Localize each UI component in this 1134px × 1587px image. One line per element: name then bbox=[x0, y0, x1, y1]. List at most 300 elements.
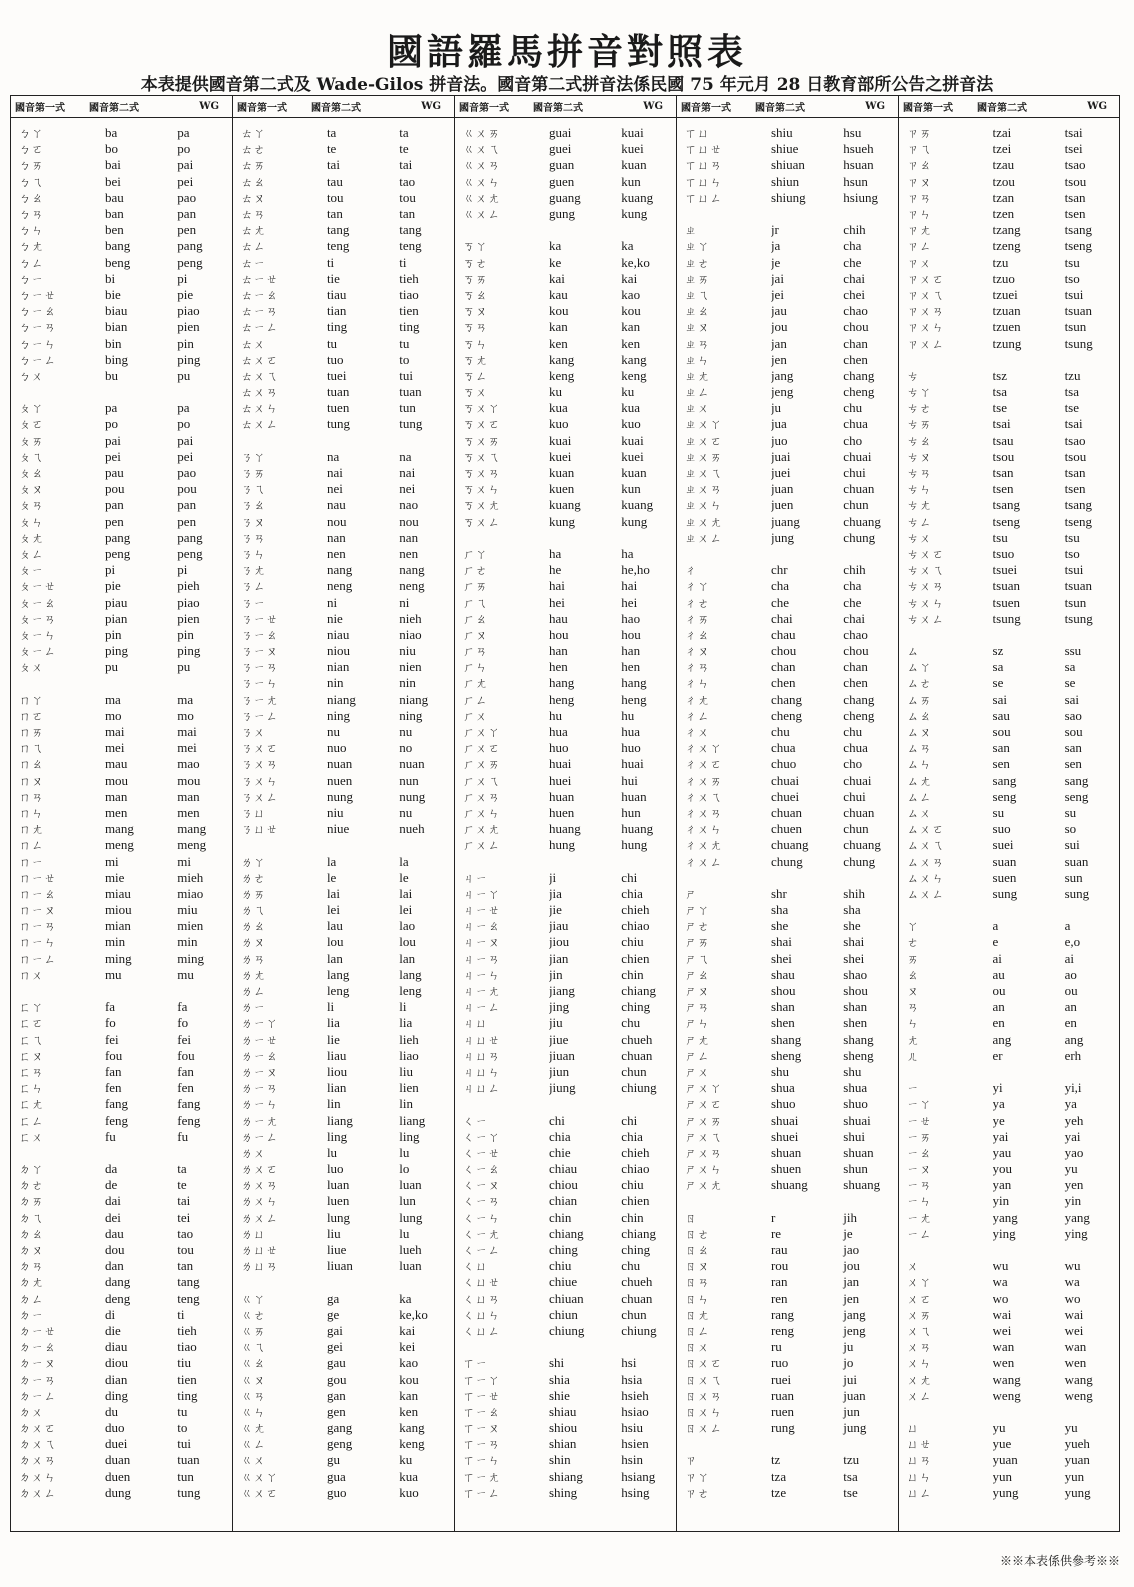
table-row bbox=[233, 1258, 454, 1274]
zhuyin-cell: ㄈㄡ bbox=[19, 1048, 44, 1063]
wg-cell: ming bbox=[177, 950, 205, 966]
wg-cell: jo bbox=[843, 1355, 854, 1371]
wg-cell: lung bbox=[399, 1209, 423, 1225]
wg-cell: lo bbox=[399, 1161, 410, 1177]
mps2-cell: pu bbox=[104, 659, 118, 675]
wg-cell: tseng bbox=[1064, 238, 1093, 254]
mps2-cell: tiau bbox=[326, 286, 347, 302]
zhuyin-cell: ㄍㄨㄟ bbox=[463, 142, 501, 157]
table-row bbox=[11, 1096, 232, 1112]
header-mps2: 國音第二式 bbox=[311, 103, 361, 114]
table-row bbox=[455, 1452, 676, 1468]
wg-cell: ke,ko bbox=[399, 1306, 428, 1322]
table-row bbox=[233, 125, 454, 141]
mps2-cell: sz bbox=[992, 643, 1004, 659]
mps2-cell: shuei bbox=[770, 1128, 799, 1144]
zhuyin-cell: ㄔㄞ bbox=[685, 611, 710, 626]
zhuyin-cell: ㄐㄧㄢ bbox=[463, 951, 501, 966]
mps2-cell: ke bbox=[548, 254, 562, 270]
wg-cell: tsui bbox=[1064, 562, 1084, 578]
wg-cell: sen bbox=[1064, 756, 1082, 772]
mps2-cell: lau bbox=[326, 918, 343, 934]
table-row bbox=[233, 773, 454, 789]
wg-cell: chieh bbox=[621, 1144, 650, 1160]
mps2-cell: chia bbox=[548, 1128, 571, 1144]
mps2-cell: pian bbox=[104, 610, 128, 626]
table-row bbox=[677, 675, 898, 691]
table-row bbox=[455, 562, 676, 578]
table-row bbox=[899, 530, 1119, 546]
table-row bbox=[11, 1161, 232, 1177]
table-row bbox=[899, 157, 1119, 173]
zhuyin-cell: ㄌㄧㄚ bbox=[241, 1016, 279, 1031]
zhuyin-cell: ㄋㄢ bbox=[241, 530, 266, 545]
table-row bbox=[455, 141, 676, 157]
zhuyin-cell: ㄖㄨㄥ bbox=[685, 1421, 723, 1436]
table-row bbox=[455, 1177, 676, 1193]
wg-cell: fang bbox=[177, 1096, 201, 1112]
wg-cell: liu bbox=[399, 1063, 414, 1079]
table-row bbox=[11, 675, 232, 691]
wg-cell: kou bbox=[399, 1371, 419, 1387]
mps2-cell: men bbox=[104, 804, 128, 820]
table-row bbox=[455, 449, 676, 465]
table-row bbox=[677, 271, 898, 287]
zhuyin-cell: ㄏㄨㄞ bbox=[463, 757, 501, 772]
wg-cell: shei bbox=[843, 950, 865, 966]
table-row bbox=[11, 141, 232, 157]
zhuyin-cell: ㄖㄨㄣ bbox=[685, 1404, 723, 1419]
wg-cell: pien bbox=[177, 610, 200, 626]
table-row bbox=[11, 271, 232, 287]
mps2-cell: gai bbox=[326, 1322, 343, 1338]
mps2-cell: jung bbox=[770, 529, 795, 545]
mps2-cell: huai bbox=[548, 756, 572, 772]
zhuyin-cell: ㄉㄨㄥ bbox=[19, 1485, 57, 1500]
zhuyin-cell: ㄗㄠ bbox=[907, 158, 932, 173]
wg-cell: sou bbox=[1064, 724, 1083, 740]
mps2-cell: jie bbox=[548, 902, 562, 918]
mps2-cell: guan bbox=[548, 157, 575, 173]
header-mps2: 國音第二式 bbox=[755, 103, 805, 114]
mps2-cell: tzuei bbox=[992, 286, 1018, 302]
table-row bbox=[899, 514, 1119, 530]
zhuyin-cell: ㄒㄧ bbox=[463, 1356, 488, 1371]
wg-cell: chen bbox=[843, 675, 868, 691]
zhuyin-cell: ㄉㄧㄡ bbox=[19, 1356, 57, 1371]
mps2-cell: tseng bbox=[992, 513, 1020, 529]
table-row bbox=[233, 1323, 454, 1339]
mps2-cell: guai bbox=[548, 125, 572, 141]
wg-cell: tung bbox=[177, 1484, 201, 1500]
mps2-cell: po bbox=[104, 416, 118, 432]
mps2-cell: hau bbox=[548, 610, 568, 626]
wg-cell: chiu bbox=[621, 1177, 644, 1193]
wg-cell: kua bbox=[399, 1468, 419, 1484]
wg-cell: lun bbox=[399, 1193, 416, 1209]
mps2-cell: yin bbox=[992, 1193, 1010, 1209]
zhuyin-cell: ㄈㄚ bbox=[19, 1000, 44, 1015]
table-row bbox=[455, 724, 676, 740]
mps2-cell: kuei bbox=[548, 448, 572, 464]
mps2-cell: gei bbox=[326, 1339, 343, 1355]
wg-cell: fu bbox=[177, 1128, 189, 1144]
zhuyin-cell: ㄗㄜ bbox=[685, 1485, 710, 1500]
wg-cell: seng bbox=[1064, 788, 1089, 804]
zhuyin-cell: ㄔㄠ bbox=[685, 627, 710, 642]
table-row bbox=[455, 675, 676, 691]
mps2-cell: su bbox=[992, 804, 1005, 820]
zhuyin-cell: ㄋㄥ bbox=[241, 579, 266, 594]
mps2-cell: shiau bbox=[548, 1403, 577, 1419]
table-row bbox=[11, 740, 232, 756]
zhuyin-cell: ㄌㄨ bbox=[241, 1145, 266, 1160]
table-row bbox=[11, 1177, 232, 1193]
mps2-cell: keng bbox=[548, 367, 575, 383]
table-row bbox=[455, 659, 676, 675]
mps2-cell: wen bbox=[992, 1355, 1015, 1371]
wg-cell: e,o bbox=[1064, 934, 1081, 950]
mps2-cell: tzai bbox=[992, 125, 1012, 141]
wg-cell: ka bbox=[399, 1290, 412, 1306]
table-row bbox=[677, 999, 898, 1015]
mps2-cell: chai bbox=[770, 610, 793, 626]
mps2-cell: wu bbox=[992, 1258, 1009, 1274]
wg-cell: hung bbox=[621, 837, 648, 853]
table-row bbox=[455, 1161, 676, 1177]
wg-cell: pi bbox=[177, 562, 188, 578]
wg-cell: nen bbox=[399, 545, 419, 561]
wg-cell: niu bbox=[399, 643, 416, 659]
mps2-cell: shin bbox=[548, 1452, 571, 1468]
table-row bbox=[455, 1242, 676, 1258]
wg-cell: chuai bbox=[843, 772, 872, 788]
table-row bbox=[677, 692, 898, 708]
table-row bbox=[677, 918, 898, 934]
mps2-cell: tai bbox=[326, 157, 340, 173]
mps2-cell: chiou bbox=[548, 1177, 578, 1193]
mps2-cell: ni bbox=[326, 594, 338, 610]
mps2-cell: geng bbox=[326, 1436, 353, 1452]
table-row bbox=[899, 611, 1119, 627]
wg-cell: hu bbox=[621, 707, 635, 723]
mps2-cell: shian bbox=[548, 1436, 577, 1452]
wg-cell: hsiu bbox=[621, 1420, 643, 1436]
zhuyin-cell: ㄉㄢ bbox=[19, 1259, 44, 1274]
table-row bbox=[11, 1064, 232, 1080]
zhuyin-cell: ㄇㄛ bbox=[19, 708, 44, 723]
zhuyin-cell: ㄋㄧㄝ bbox=[241, 611, 279, 626]
table-row bbox=[455, 368, 676, 384]
wg-cell: chei bbox=[843, 286, 865, 302]
zhuyin-cell: ㄐㄧㄚ bbox=[463, 886, 501, 901]
mps2-cell: shiung bbox=[770, 189, 806, 205]
mps2-cell: beng bbox=[104, 254, 131, 270]
mps2-cell: pi bbox=[104, 562, 116, 578]
mps2-cell: shuan bbox=[770, 1144, 802, 1160]
table-column-2 bbox=[232, 96, 454, 1531]
zhuyin-cell: ㄙ bbox=[907, 644, 920, 659]
table-row bbox=[455, 578, 676, 594]
zhuyin-cell: ㄇㄣ bbox=[19, 805, 44, 820]
table-row bbox=[11, 999, 232, 1015]
table-row bbox=[455, 174, 676, 190]
table-row bbox=[455, 1112, 676, 1128]
zhuyin-cell: ㄍㄨㄣ bbox=[463, 174, 501, 189]
zhuyin-cell: ㄕㄣ bbox=[685, 1016, 710, 1031]
mps2-cell: pa bbox=[104, 400, 118, 416]
mps2-cell: dang bbox=[104, 1274, 131, 1290]
zhuyin-cell: ㄕㄤ bbox=[685, 1032, 710, 1047]
table-row bbox=[677, 319, 898, 335]
table-row bbox=[677, 174, 898, 190]
table-row bbox=[455, 238, 676, 254]
table-row bbox=[677, 1291, 898, 1307]
table-row bbox=[233, 335, 454, 351]
zhuyin-cell: ㄘㄠ bbox=[907, 433, 932, 448]
mps2-cell: biau bbox=[104, 303, 128, 319]
zhuyin-cell: ㄕㄟ bbox=[685, 951, 710, 966]
table-row bbox=[11, 1339, 232, 1355]
zhuyin-cell: ㄖㄤ bbox=[685, 1307, 710, 1322]
zhuyin-cell: ㄅㄧㄠ bbox=[19, 304, 57, 319]
table-row bbox=[899, 271, 1119, 287]
wg-cell: li bbox=[399, 999, 407, 1015]
zhuyin-cell: ㄊㄠ bbox=[241, 174, 266, 189]
table-row bbox=[677, 902, 898, 918]
mps2-cell: tzeng bbox=[992, 238, 1021, 254]
zhuyin-cell: ㄘㄢ bbox=[907, 466, 932, 481]
mps2-cell: nin bbox=[326, 675, 344, 691]
wg-cell: pi bbox=[177, 270, 188, 286]
mps2-cell: tze bbox=[770, 1484, 787, 1500]
zhuyin-cell: ㄉㄨㄟ bbox=[19, 1437, 57, 1452]
wg-cell: hun bbox=[621, 804, 641, 820]
wg-cell: chu bbox=[621, 1258, 641, 1274]
wg-cell: sheng bbox=[843, 1047, 874, 1063]
zhuyin-cell: ㄐㄧ bbox=[463, 870, 488, 885]
wg-cell: ching bbox=[621, 999, 651, 1015]
zhuyin-cell: ㄩㄥ bbox=[907, 1485, 932, 1500]
table-row bbox=[455, 1210, 676, 1226]
wg-cell: su bbox=[1064, 804, 1077, 820]
wg-cell: ao bbox=[1064, 966, 1077, 982]
table-row bbox=[455, 708, 676, 724]
zhuyin-cell: ㄌㄡ bbox=[241, 935, 266, 950]
mps2-cell: guei bbox=[548, 141, 572, 157]
table-row bbox=[677, 951, 898, 967]
zhuyin-cell: ㄗㄟ bbox=[907, 142, 932, 157]
mps2-cell: lei bbox=[326, 902, 340, 918]
wg-cell: tsou bbox=[1064, 448, 1087, 464]
zhuyin-cell: ㄐㄩㄝ bbox=[463, 1032, 501, 1047]
zhuyin-cell: ㄏㄨㄥ bbox=[463, 838, 501, 853]
zhuyin-cell: ㄌㄩ bbox=[241, 1226, 266, 1241]
wg-cell: lou bbox=[399, 934, 416, 950]
wg-cell: meng bbox=[177, 837, 207, 853]
wg-cell: miu bbox=[177, 902, 198, 918]
mps2-cell: duen bbox=[104, 1468, 131, 1484]
table-row bbox=[233, 190, 454, 206]
zhuyin-cell: ㄖㄢ bbox=[685, 1275, 710, 1290]
zhuyin-cell: ㄩㄢ bbox=[907, 1453, 932, 1468]
zhuyin-cell: ㄔㄣ bbox=[685, 676, 710, 691]
wg-cell: cho bbox=[843, 432, 863, 448]
wg-cell: cheng bbox=[843, 384, 875, 400]
mps2-cell: ma bbox=[104, 691, 121, 707]
table-row bbox=[899, 481, 1119, 497]
table-row bbox=[899, 659, 1119, 675]
table-row bbox=[899, 692, 1119, 708]
table-column-3 bbox=[454, 96, 676, 1531]
mps2-cell: duo bbox=[104, 1420, 125, 1436]
table-row bbox=[233, 400, 454, 416]
mps2-cell: ha bbox=[548, 545, 562, 561]
table-row bbox=[11, 643, 232, 659]
mps2-cell: mei bbox=[104, 740, 125, 756]
wg-cell: nu bbox=[399, 804, 413, 820]
zhuyin-cell: ㄊㄨㄛ bbox=[241, 352, 279, 367]
table-row bbox=[11, 578, 232, 594]
wg-cell: tang bbox=[399, 222, 422, 238]
wg-cell: kan bbox=[621, 319, 641, 335]
zhuyin-cell: ㄊㄨㄢ bbox=[241, 385, 279, 400]
mps2-cell: shi bbox=[548, 1355, 565, 1371]
wg-cell: ka bbox=[621, 238, 634, 254]
zhuyin-cell: ㄗㄨㄢ bbox=[907, 304, 945, 319]
table-row bbox=[455, 1355, 676, 1371]
mps2-cell: liue bbox=[326, 1242, 347, 1258]
table-row bbox=[455, 319, 676, 335]
mps2-cell: ja bbox=[770, 238, 781, 254]
mps2-cell: bai bbox=[104, 157, 121, 173]
zhuyin-cell: ㄆㄨ bbox=[19, 660, 44, 675]
zhuyin-cell: ㄙㄠ bbox=[907, 708, 932, 723]
table-row bbox=[677, 222, 898, 238]
wg-cell: chu bbox=[621, 1015, 641, 1031]
mps2-cell: pau bbox=[104, 465, 124, 481]
row-list bbox=[455, 125, 676, 1501]
table-row bbox=[899, 967, 1119, 983]
table-row bbox=[455, 157, 676, 173]
zhuyin-cell: ㄏㄞ bbox=[463, 579, 488, 594]
header-zhuyin: 國音第一式 bbox=[237, 103, 287, 114]
zhuyin-cell: ㄞ bbox=[907, 951, 920, 966]
table-row bbox=[455, 206, 676, 222]
table-row bbox=[11, 1420, 232, 1436]
mps2-cell: shie bbox=[548, 1387, 570, 1403]
zhuyin-cell: ㄏㄨㄣ bbox=[463, 805, 501, 820]
table-row bbox=[899, 1048, 1119, 1064]
mps2-cell: bau bbox=[104, 189, 124, 205]
wg-cell: chang bbox=[843, 367, 875, 383]
table-row bbox=[677, 1274, 898, 1290]
table-row bbox=[455, 1032, 676, 1048]
wg-cell: pang bbox=[177, 529, 203, 545]
zhuyin-cell: ㄌㄧㄢ bbox=[241, 1081, 279, 1096]
wg-cell: se bbox=[1064, 675, 1076, 691]
table-row bbox=[899, 708, 1119, 724]
mps2-cell: chou bbox=[770, 643, 797, 659]
zhuyin-cell: ㄗㄞ bbox=[907, 126, 932, 141]
wg-cell: tse bbox=[1064, 400, 1080, 416]
mps2-cell: jau bbox=[770, 303, 787, 319]
wg-cell: mi bbox=[177, 853, 192, 869]
wg-cell: che bbox=[843, 254, 862, 270]
table-row bbox=[233, 1177, 454, 1193]
wg-cell: tuan bbox=[399, 384, 422, 400]
table-row bbox=[677, 125, 898, 141]
zhuyin-cell: ㄔㄨㄞ bbox=[685, 773, 723, 788]
mps2-cell: seng bbox=[992, 788, 1017, 804]
table-row bbox=[11, 692, 232, 708]
zhuyin-cell: ㄆㄧ bbox=[19, 563, 44, 578]
zhuyin-cell: ㄎㄥ bbox=[463, 368, 488, 383]
wg-cell: kuang bbox=[621, 189, 654, 205]
wg-cell: kuai bbox=[621, 432, 644, 448]
wg-cell: hsu bbox=[843, 125, 862, 141]
table-row bbox=[455, 190, 676, 206]
mps2-cell: na bbox=[326, 448, 340, 464]
wg-cell: tiao bbox=[177, 1339, 197, 1355]
zhuyin-cell: ㄓㄥ bbox=[685, 385, 710, 400]
table-row bbox=[677, 238, 898, 254]
wg-cell: shang bbox=[843, 1031, 874, 1047]
zhuyin-cell: ㄉㄨㄣ bbox=[19, 1469, 57, 1484]
wg-cell: niao bbox=[399, 626, 422, 642]
table-row bbox=[233, 1096, 454, 1112]
table-row bbox=[233, 1339, 454, 1355]
wg-cell: tu bbox=[399, 335, 410, 351]
table-row bbox=[899, 805, 1119, 821]
mps2-cell: tung bbox=[326, 416, 351, 432]
zhuyin-cell: ㄈㄣ bbox=[19, 1081, 44, 1096]
table-row bbox=[455, 1388, 676, 1404]
zhuyin-cell: ㄉㄨㄢ bbox=[19, 1453, 57, 1468]
wg-cell: wan bbox=[1064, 1339, 1087, 1355]
mps2-cell: shan bbox=[770, 999, 795, 1015]
mps2-cell: niu bbox=[326, 804, 344, 820]
wg-cell: tseng bbox=[1064, 513, 1093, 529]
mps2-cell: jua bbox=[770, 416, 787, 432]
wg-cell: nun bbox=[399, 772, 419, 788]
zhuyin-cell: ㄨㄣ bbox=[907, 1356, 932, 1371]
zhuyin-cell: ㄅㄧㄥ bbox=[19, 352, 57, 367]
zhuyin-cell: ㄘㄨㄢ bbox=[907, 579, 945, 594]
table-row bbox=[11, 433, 232, 449]
mps2-cell: deng bbox=[104, 1290, 131, 1306]
wg-cell: chia bbox=[621, 885, 643, 901]
zhuyin-cell: ㄙㄨㄛ bbox=[907, 822, 945, 837]
mps2-cell: nian bbox=[326, 659, 350, 675]
mps2-cell: jiu bbox=[548, 1015, 563, 1031]
table-row bbox=[677, 416, 898, 432]
zhuyin-cell: ㄌㄧ bbox=[241, 1000, 266, 1015]
mps2-cell: ding bbox=[104, 1387, 129, 1403]
table-row bbox=[233, 951, 454, 967]
zhuyin-cell: ㄈㄟ bbox=[19, 1032, 44, 1047]
mps2-cell: tuo bbox=[326, 351, 344, 367]
table-row bbox=[233, 999, 454, 1015]
wg-cell: nin bbox=[399, 675, 416, 691]
mps2-cell: fo bbox=[104, 1015, 116, 1031]
table-row bbox=[455, 951, 676, 967]
table-row bbox=[455, 1064, 676, 1080]
table-row bbox=[677, 708, 898, 724]
mps2-cell: huang bbox=[548, 821, 581, 837]
zhuyin-cell: ㄒㄧㄡ bbox=[463, 1421, 501, 1436]
zhuyin-cell: ㄓ bbox=[685, 223, 698, 238]
